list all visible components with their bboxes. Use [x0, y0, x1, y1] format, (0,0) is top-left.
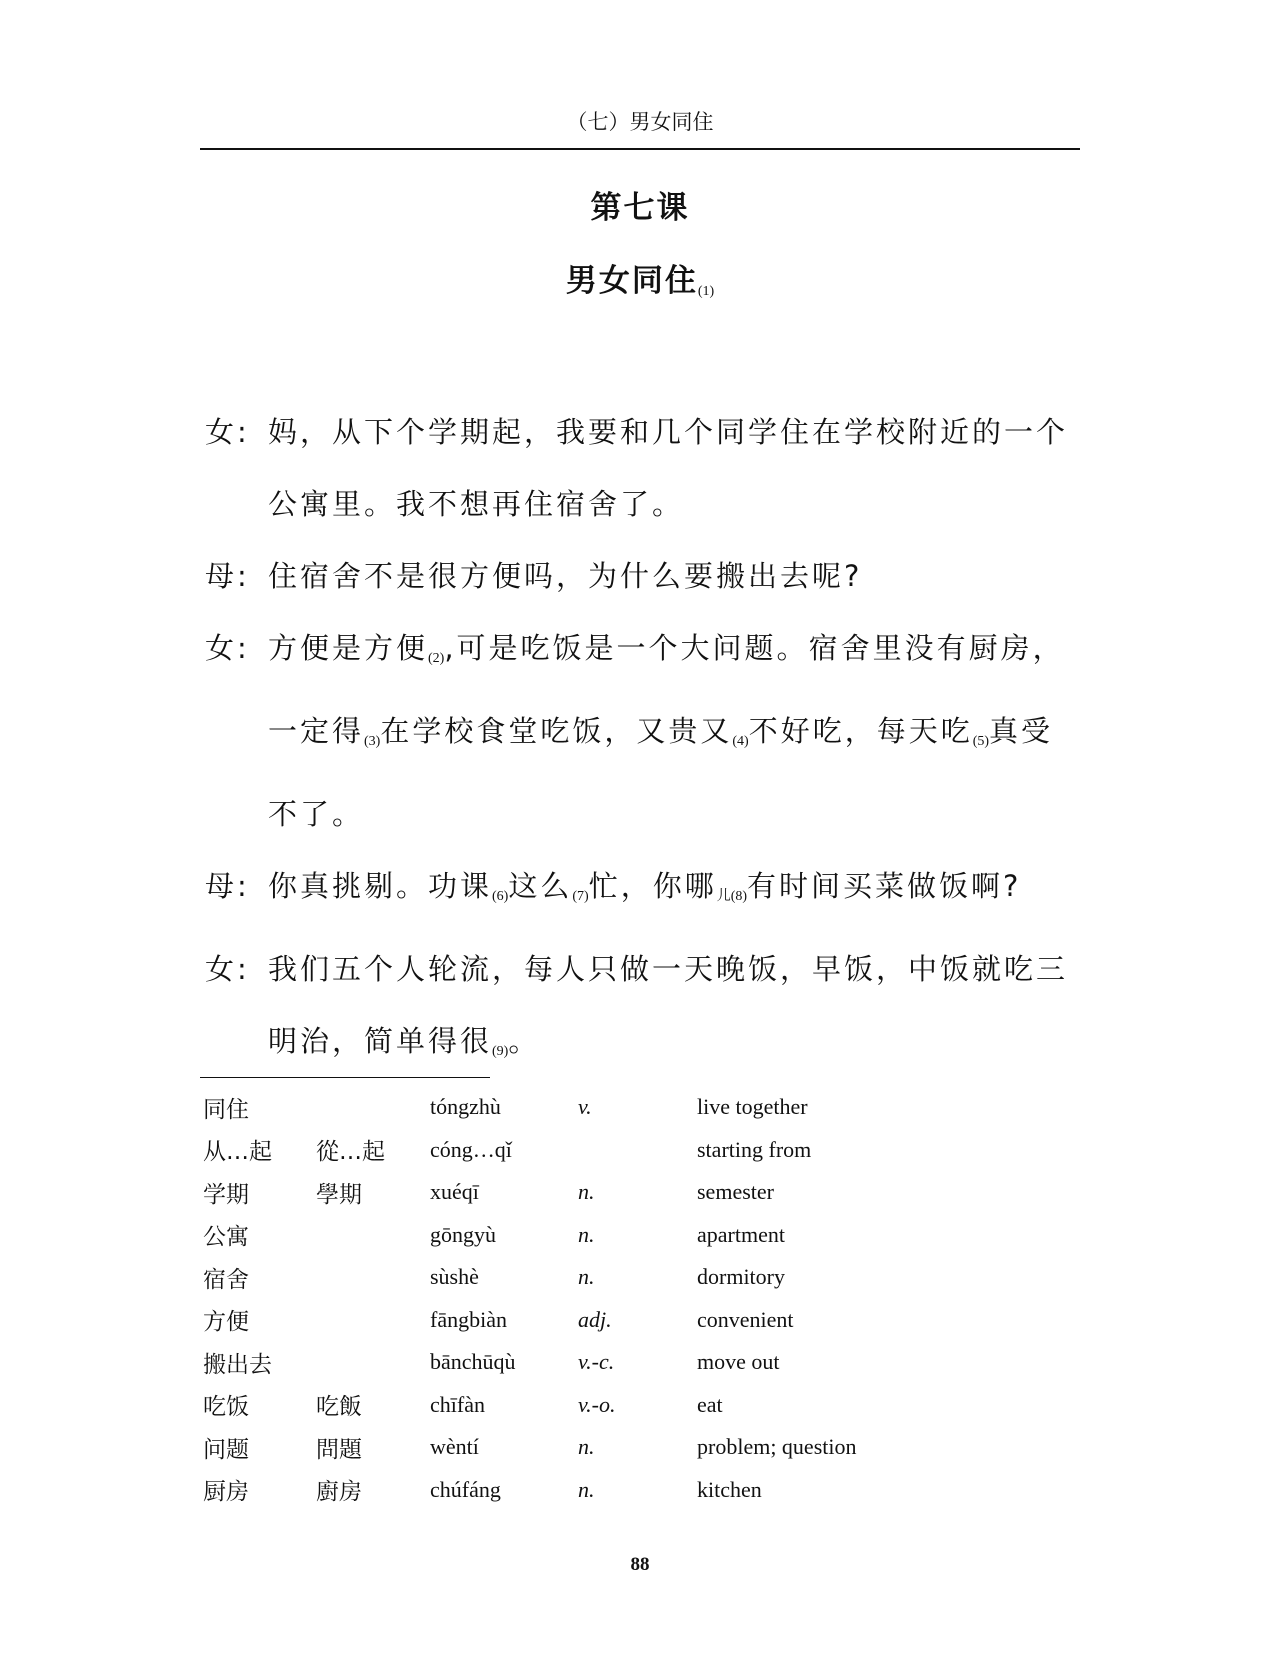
vocab-pinyin: gōngyù: [430, 1221, 496, 1247]
vocab-traditional: 學期: [316, 1181, 362, 1208]
vocab-row: [203, 1341, 856, 1384]
vocab-pinyin: chúfáng: [430, 1476, 501, 1502]
vocab-traditional: 廚房: [316, 1479, 362, 1506]
vocab-simplified: 问题: [203, 1436, 249, 1463]
vocab-english: eat: [697, 1391, 723, 1417]
vocab-simplified: 公寓: [203, 1224, 249, 1251]
speaker-label: 女:: [205, 952, 250, 986]
vocab-simplified: 学期: [203, 1181, 249, 1208]
vocab-simplified: 方便: [203, 1309, 249, 1336]
dialogue-turn: [205, 933, 1085, 1088]
vocab-pinyin: cóng…qǐ: [430, 1136, 512, 1162]
vocab-part-of-speech: n.: [578, 1179, 595, 1205]
note-marker: (7): [572, 889, 589, 904]
vocab-part-of-speech: n.: [578, 1264, 595, 1290]
note-marker: 儿(8): [716, 889, 748, 904]
vocab-row: [203, 1256, 856, 1299]
vocab-traditional: [316, 1299, 430, 1342]
lesson-number: 第七课: [590, 190, 690, 226]
vocab-part-of-speech: v.: [578, 1094, 592, 1120]
vocab-english: live together: [697, 1094, 808, 1120]
vocab-row: [203, 1086, 856, 1129]
vocab-traditional: [316, 1256, 430, 1299]
vocab-english: dormitory: [697, 1264, 785, 1290]
vocab-pinyin: sùshè: [430, 1264, 479, 1290]
dialogue-turn: [205, 850, 1085, 933]
dialogue-text: 这么: [508, 869, 573, 903]
dialogue-turn: [205, 396, 1085, 540]
vocab-english: convenient: [697, 1306, 794, 1332]
vocab-pinyin: tóngzhù: [430, 1094, 501, 1120]
vocab-simplified: 搬出去: [203, 1351, 272, 1378]
vocab-pinyin: fāngbiàn: [430, 1306, 507, 1332]
speaker-label: 母:: [205, 869, 250, 903]
page-number: 88: [630, 1554, 650, 1575]
vocab-traditional: 從…起: [316, 1139, 385, 1166]
vocab-part-of-speech: n.: [578, 1434, 595, 1460]
vocab-row: [203, 1129, 856, 1172]
dialogue-text: 。: [508, 1024, 541, 1058]
vocab-simplified: 同住: [203, 1096, 249, 1123]
dialogue-text: 我们五个人轮流，每人只做一天晚饭，早饭，中饭就吃三明治，简单得很: [268, 952, 1069, 1058]
speaker-label: 母:: [205, 559, 250, 593]
lesson-title: [200, 255, 1080, 300]
vocab-traditional: [316, 1214, 430, 1257]
dialogue-text: ,可是吃饭是一个大问题。宿舍里没有厨房，一定得: [268, 631, 1065, 748]
dialogue-text: 你真挑剔。功课: [268, 869, 493, 903]
vocab-part-of-speech: v.-c.: [578, 1349, 615, 1375]
speaker-label: 女:: [205, 631, 250, 665]
vocab-pinyin: xuéqī: [430, 1179, 479, 1205]
vocab-row: [203, 1426, 856, 1469]
vocab-traditional: [316, 1086, 430, 1129]
lesson-title-text: 男女同住: [565, 263, 698, 299]
vocab-simplified: 吃饭: [203, 1394, 249, 1421]
vocab-part-of-speech: v.-o.: [578, 1391, 616, 1417]
dialogue-text: 有时间买菜做饭啊?: [747, 869, 1022, 903]
dialogue-text: 真受不了。: [268, 714, 1054, 831]
vocab-part-of-speech: n.: [578, 1476, 595, 1502]
vocab-simplified: 厨房: [203, 1479, 249, 1506]
vocab-pinyin: wèntí: [430, 1434, 479, 1460]
note-marker: (3): [364, 734, 381, 749]
dialogue-text: 在学校食堂吃饭，又贵又: [380, 714, 733, 748]
vocab-row: [203, 1299, 856, 1342]
speaker-label: 女:: [205, 415, 250, 449]
note-marker: (4): [732, 734, 749, 749]
lesson-title-note: (1): [697, 284, 715, 299]
vocab-traditional: 問題: [316, 1436, 362, 1463]
dialogue-text: 忙，你哪: [588, 869, 717, 903]
header-rule: [200, 148, 1080, 150]
vocab-simplified: 从…起: [203, 1139, 272, 1166]
note-marker: (5): [972, 734, 990, 749]
vocab-simplified: 宿舍: [203, 1266, 249, 1293]
note-marker: (2): [428, 651, 445, 666]
vocab-pinyin: bānchūqù: [430, 1349, 516, 1375]
dialogue-text: 住宿舍不是很方便吗，为什么要搬出去呢?: [268, 559, 863, 593]
note-marker: (6): [492, 889, 509, 904]
vocab-traditional: 吃飯: [316, 1394, 362, 1421]
vocab-part-of-speech: adj.: [578, 1306, 612, 1332]
running-head: （七）男女同住: [566, 110, 714, 134]
vocab-traditional: [316, 1341, 430, 1384]
dialogue-turn: [205, 612, 1085, 850]
footnote-rule: [200, 1077, 490, 1078]
note-marker: (9): [492, 1044, 509, 1059]
vocab-row: [203, 1384, 856, 1427]
vocab-part-of-speech: n.: [578, 1221, 595, 1247]
vocab-row: [203, 1171, 856, 1214]
vocab-pinyin: chīfàn: [430, 1391, 485, 1417]
vocab-row: [203, 1214, 856, 1257]
vocab-english: kitchen: [697, 1476, 762, 1502]
vocab-english: move out: [697, 1349, 780, 1375]
dialogue: [205, 396, 1085, 1088]
vocab-part-of-speech: [578, 1129, 697, 1172]
vocab-english: apartment: [697, 1221, 785, 1247]
vocab-english: semester: [697, 1179, 774, 1205]
dialogue-text: 不好吃，每天吃: [748, 714, 973, 748]
vocabulary-table: [203, 1086, 856, 1511]
vocab-english: problem; question: [697, 1434, 857, 1460]
vocab-english: starting from: [697, 1136, 812, 1162]
vocab-row: [203, 1469, 856, 1512]
dialogue-text: 方便是方便: [268, 631, 429, 665]
dialogue-text: 妈，从下个学期起，我要和几个同学住在学校附近的一个公寓里。我不想再住宿舍了。: [268, 415, 1069, 521]
dialogue-turn: [205, 540, 1085, 612]
